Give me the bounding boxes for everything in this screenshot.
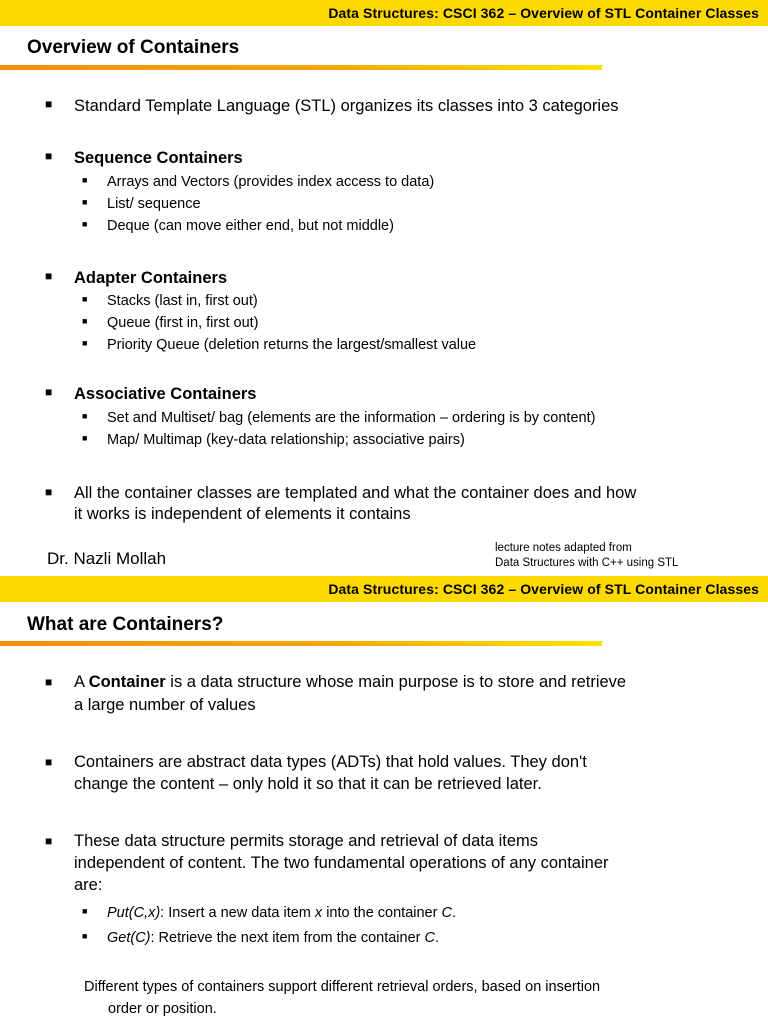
container-term: Container [88, 673, 166, 691]
sequence-item: Arrays and Vectors (provides index access to data) [107, 174, 435, 190]
put-operation [107, 903, 456, 923]
bullet-icon: ■ [45, 675, 53, 689]
sequence-heading: Sequence Containers [74, 149, 243, 167]
retrieval-note-line1: Different types of containers support different retrieval orders, based on insertion [84, 979, 601, 995]
slide-title: What are Containers? [27, 614, 224, 635]
course-header: Data Structures: CSCI 362 – Overview of STL Container Classes [328, 5, 759, 21]
adt-text-line1: Containers are abstract data types (ADTs) that hold values. They don't [74, 753, 587, 771]
adt-text-line2: change the content – only hold it so that it can be retrieved later. [74, 775, 542, 793]
bullet-icon: ■ [45, 149, 53, 163]
adapter-item: Queue (first in, first out) [107, 315, 259, 331]
author-name: Dr. Nazli Mollah [47, 549, 167, 568]
text-run: . [435, 930, 440, 946]
bullet-icon: ■ [45, 834, 53, 848]
sub-bullet-icon: ■ [82, 219, 88, 229]
course-header: Data Structures: CSCI 362 – Overview of STL Container Classes [328, 581, 759, 597]
text-run: . [451, 905, 456, 921]
credit-line: Data Structures with C++ using STL [495, 557, 679, 569]
associative-item: Map/ Multimap (key-data relationship; associative pairs) [107, 432, 465, 448]
templated-text-line2: it works is independent of elements it contains [74, 505, 411, 523]
var-x: x [314, 905, 323, 921]
put-name: Put(C,x) [107, 905, 161, 921]
container-definition-line1 [74, 671, 626, 693]
header-bar [0, 576, 768, 602]
get-operation [107, 928, 439, 948]
var-c: C [441, 905, 452, 921]
sub-bullet-icon: ■ [82, 294, 88, 304]
bullet-icon: ■ [45, 97, 53, 111]
credit-line: lecture notes adapted from [495, 542, 632, 554]
operations-text-line1: These data structure permits storage and retrieval of data items [74, 832, 539, 850]
slide-title: Overview of Containers [27, 37, 240, 58]
sequence-item: Deque (can move either end, but not middle) [107, 218, 394, 234]
bullet-icon: ■ [45, 269, 53, 283]
text-run: into the container [322, 905, 442, 921]
text-run: : Retrieve the next item from the container [150, 930, 425, 946]
sub-bullet-icon: ■ [82, 175, 88, 185]
adapter-item: Stacks (last in, first out) [107, 293, 258, 309]
slide-what-are-containers [0, 576, 768, 1024]
title-underline [0, 641, 602, 646]
operations-text-line3: are: [74, 876, 103, 894]
text-run: A [74, 673, 89, 691]
sub-bullet-icon: ■ [82, 931, 88, 941]
bullet-icon: ■ [45, 755, 53, 769]
operations-text-line2: independent of content. The two fundamental operations of any container [74, 854, 609, 872]
get-name: Get(C) [107, 930, 151, 946]
sub-bullet-icon: ■ [82, 411, 88, 421]
sequence-item: List/ sequence [107, 196, 201, 212]
intro-text: Standard Template Language (STL) organizes its classes into 3 categories [74, 97, 619, 115]
adapter-heading: Adapter Containers [74, 269, 228, 287]
title-underline [0, 65, 602, 70]
adapter-item: Priority Queue (deletion returns the largest/smallest value [107, 337, 477, 353]
text-run: : Insert a new data item [160, 905, 315, 921]
bullet-icon: ■ [45, 385, 53, 399]
bullet-icon: ■ [45, 485, 53, 499]
templated-text-line1: All the container classes are templated and what the container does and how [74, 484, 637, 502]
var-c: C [424, 930, 435, 946]
sub-bullet-icon: ■ [82, 197, 88, 207]
text-run: is a data structure whose main purpose is to store and retrieve [165, 673, 627, 691]
retrieval-note-line2: order or position. [108, 1001, 217, 1017]
sub-bullet-icon: ■ [82, 433, 88, 443]
associative-heading: Associative Containers [74, 385, 257, 403]
header-bar [0, 0, 768, 26]
sub-bullet-icon: ■ [82, 906, 88, 916]
container-definition-line2: a large number of values [74, 696, 256, 714]
sub-bullet-icon: ■ [82, 316, 88, 326]
associative-item: Set and Multiset/ bag (elements are the information – ordering is by content) [107, 410, 596, 426]
sub-bullet-icon: ■ [82, 338, 88, 348]
